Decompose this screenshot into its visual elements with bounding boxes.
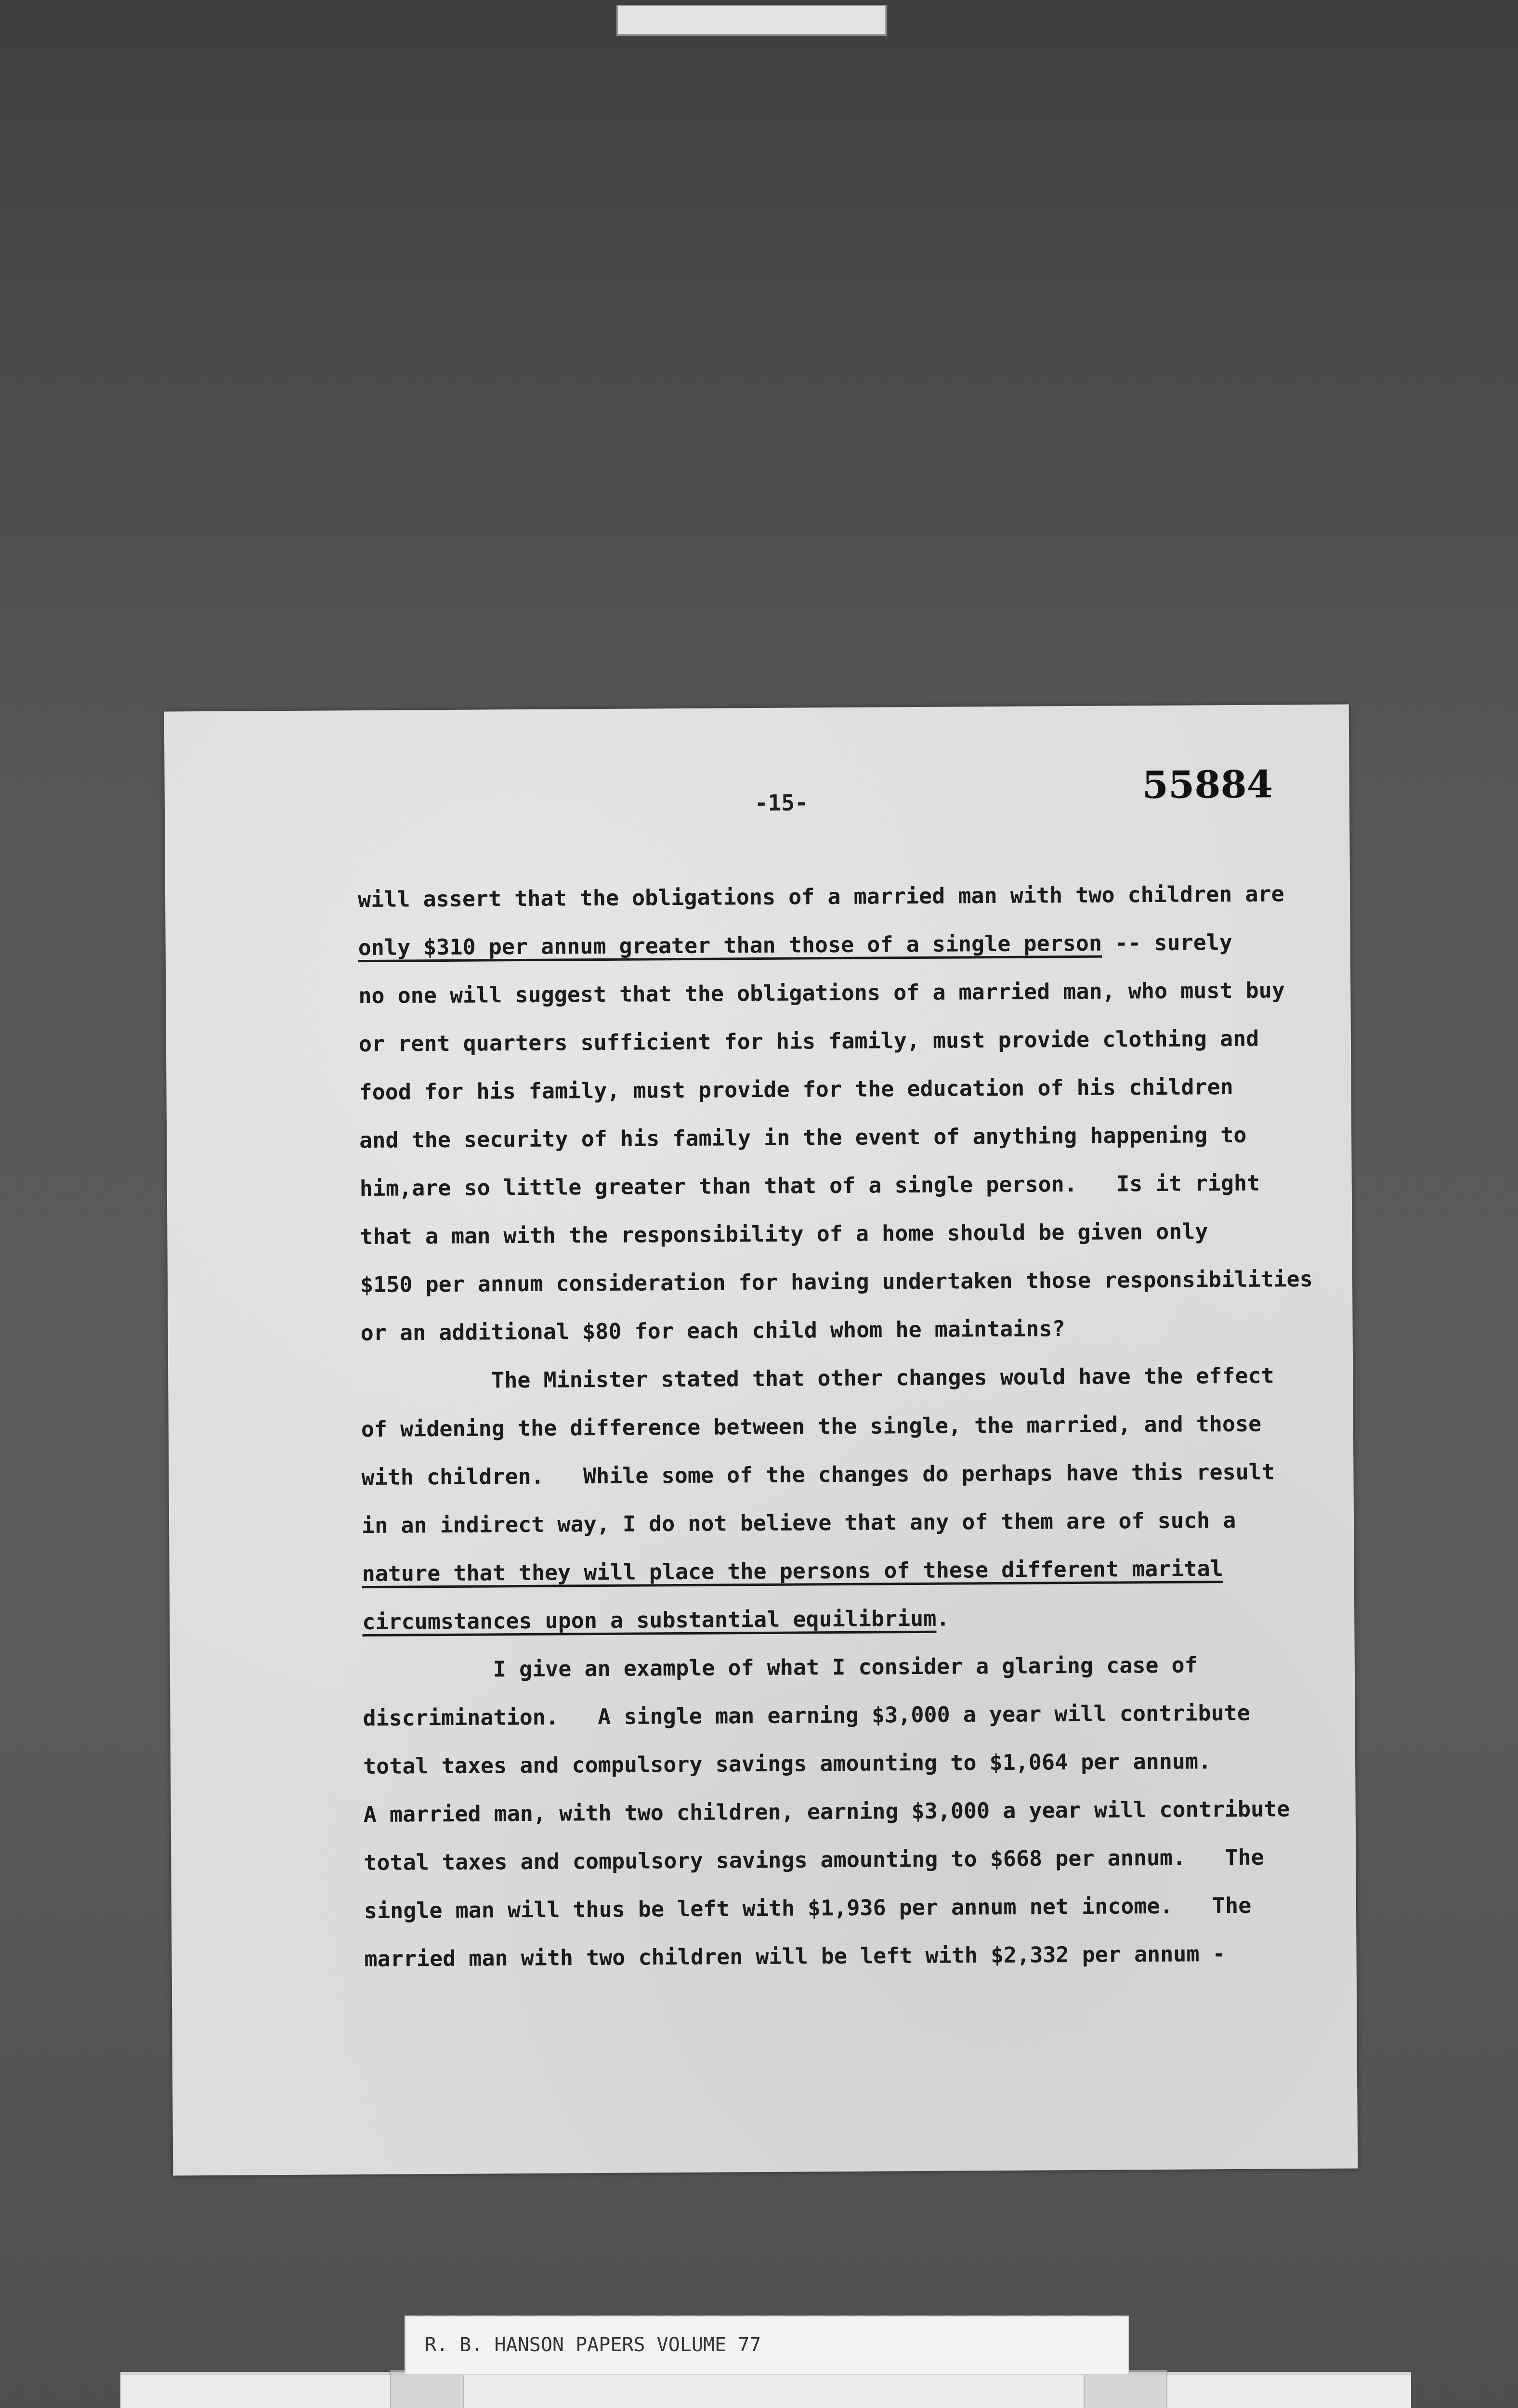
text-line [360,1218,1208,1250]
text-segment: -- surely [1101,929,1233,956]
text-line [357,881,1284,913]
text-segment: discrimination. A single man earning $3,000 a year will contribute [363,1700,1250,1731]
tape-strip-right [1084,2370,1167,2408]
text-segment: total taxes and compulsory savings amounting to $668 per annum. The [364,1844,1264,1876]
text-segment: The Minister stated that other changes would have the effect [361,1362,1274,1394]
text-segment: food for his family, must provide for the education of his children [359,1073,1233,1105]
text-line [359,1073,1233,1105]
tape-strip-left [390,2370,464,2408]
text-segment: . [936,1605,950,1631]
text-line [362,1605,950,1635]
text-segment: A married man, with two children, earning $3,000 a year will contribute [363,1796,1290,1828]
text-line [361,1459,1275,1491]
text-line [361,1364,1274,1392]
archive-card [120,2372,1411,2408]
text-line [358,1025,1259,1057]
typed-body-text [357,881,1446,1972]
underlined-text: only $310 per annum greater than those of a single person [358,930,1102,961]
text-line [364,1844,1264,1876]
text-segment: $150 per annum consideration for having undertaken those responsibilities [360,1266,1313,1298]
text-line [363,1702,1250,1729]
text-line [363,1748,1212,1780]
text-segment: him,are so little greater than that of a single person. Is it right [359,1170,1260,1202]
text-line [363,1654,1198,1681]
text-segment: I give an example of what I consider a glaring case of [362,1652,1198,1683]
text-segment: no one will suggest that the obligations of a married man, who must buy [358,977,1285,1009]
text-line [362,1556,1223,1587]
underlined-text: nature that they will place the persons of these different marital [362,1556,1223,1587]
text-line [359,1124,1247,1151]
text-segment: or an additional $80 for each child whom he maintains? [360,1316,1065,1346]
text-line [361,1413,1262,1440]
text-line [359,1170,1260,1202]
text-line [360,1318,1065,1344]
volume-label [405,2316,1129,2375]
reference-number: 55884 [1142,762,1273,808]
text-line [360,1268,1313,1296]
underlined-text: circumstances upon a substantial equilibrium [362,1605,937,1635]
text-segment: or rent quarters sufficient for his family, must provide clothing and [358,1025,1259,1057]
film-tab [616,5,887,36]
text-line [364,1943,1225,1970]
text-segment: single man will thus be left with $1,936 per annum net income. The [364,1892,1252,1924]
text-segment: will assert that the obligations of a married man with two children are [357,881,1284,913]
text-segment: married man with two children will be left with $2,332 per annum - [364,1941,1226,1972]
text-segment: total taxes and compulsory savings amounting to $1,064 per annum. [363,1748,1212,1780]
text-line [361,1507,1236,1539]
text-segment: that a man with the responsibility of a home should be given only [360,1218,1208,1250]
page-number: -15- [754,789,808,816]
text-segment: in an indirect way, I do not believe that any of them are of such a [361,1507,1236,1539]
text-segment: with children. While some of the changes do perhaps have this result [361,1459,1275,1491]
text-segment: and the security of his family in the event of anything happening to [359,1122,1247,1153]
text-line [363,1796,1290,1828]
text-line [358,979,1285,1007]
text-segment: of widening the difference between the single, the married, and those [361,1411,1262,1442]
volume-label-text: R. B. HANSON PAPERS VOLUME 77 [425,2334,761,2356]
text-line [358,929,1233,961]
text-line [364,1892,1252,1924]
document-page [164,705,1358,2176]
